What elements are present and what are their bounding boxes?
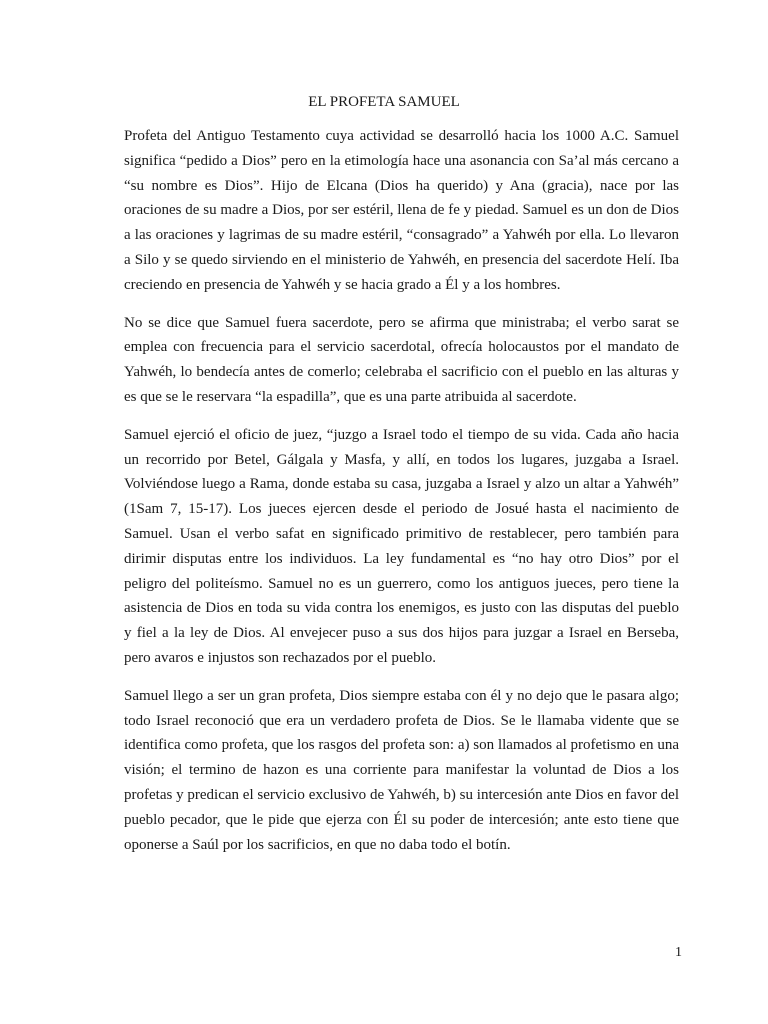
document-body (124, 124, 679, 870)
document-title: EL PROFETA SAMUEL (308, 94, 460, 110)
page-number: 1 (675, 945, 682, 960)
paragraph-4: Samuel llego a ser un gran profeta, Dios siempre estaba con él y no dejo que le pasara algo; todo Israel reconoció que era un verdadero profeta de Dios. Se le llamaba vidente que se identifica como profeta, que los rasgos del profeta son: a) son llamados al profetismo en una visión; el termino de hazon es una corriente para manifestar la voluntad de Dios a los profetas y predican el servicio exclusivo de Yahwéh, b) su intercesión ante Dios en favor del pueblo pecador, que le pide que ejerza con Él su poder de intercesión; ante esto tiene que oponerse a Saúl por los sacrificios, en que no daba todo el botín. (124, 687, 679, 853)
paragraph-2: No se dice que Samuel fuera sacerdote, pero se afirma que ministraba; el verbo sarat se emplea con frecuencia para el servicio sacerdotal, ofrecía holocaustos por el mandato de Yahwéh, lo bendecía antes de comerlo; celebraba el sacrificio con el pueblo en las alturas y es que se le reservara “la espadilla”, que es una parte atribuida al sacerdote. (124, 314, 679, 405)
paragraph-3: Samuel ejerció el oficio de juez, “juzgo a Israel todo el tiempo de su vida. Cada año hacia un recorrido por Betel, Gálgala y Masfa, y allí, en todos los lugares, juzgaba a Israel. Volviéndose luego a Rama, donde estaba su casa, juzgaba a Israel y alzo un altar a Yahwéh” (1Sam 7, 15-17). Los jueces ejercen desde el periodo de Josué hasta el nacimiento de Samuel. Usan el verbo safat en significado primitivo de restablecer, pero también para dirimir disputas entre los individuos. La ley fundamental es “no hay otro Dios” por el peligro del politeísmo. Samuel no es un guerrero, como los antiguos jueces, pero tiene la asistencia de Dios en toda su vida contra los enemigos, es justo con las disputas del pueblo y fiel a la ley de Dios. Al envejecer puso a sus dos hijos para juzgar a Israel en Berseba, pero avaros e injustos son rechazados por el pueblo. (124, 426, 679, 666)
paragraph-1: Profeta del Antiguo Testamento cuya actividad se desarrolló hacia los 1000 A.C. Samuel significa “pedido a Dios” pero en la etimología hace una asonancia con Sa’al más cercano a “su nombre es Dios”. Hijo de Elcana (Dios ha querido) y Ana (gracia), nace por las oraciones de su madre a Dios, por ser estéril, llena de fe y piedad. Samuel es un don de Dios a las oraciones y lagrimas de su madre estéril, “consagrado” a Yahwéh por ella. Lo llevaron a Silo y se quedo sirviendo en el ministerio de Yahwéh, en presencia del sacerdote Helí. Iba creciendo en presencia de Yahwéh y se hacia grado a Él y a los hombres. (124, 128, 679, 293)
